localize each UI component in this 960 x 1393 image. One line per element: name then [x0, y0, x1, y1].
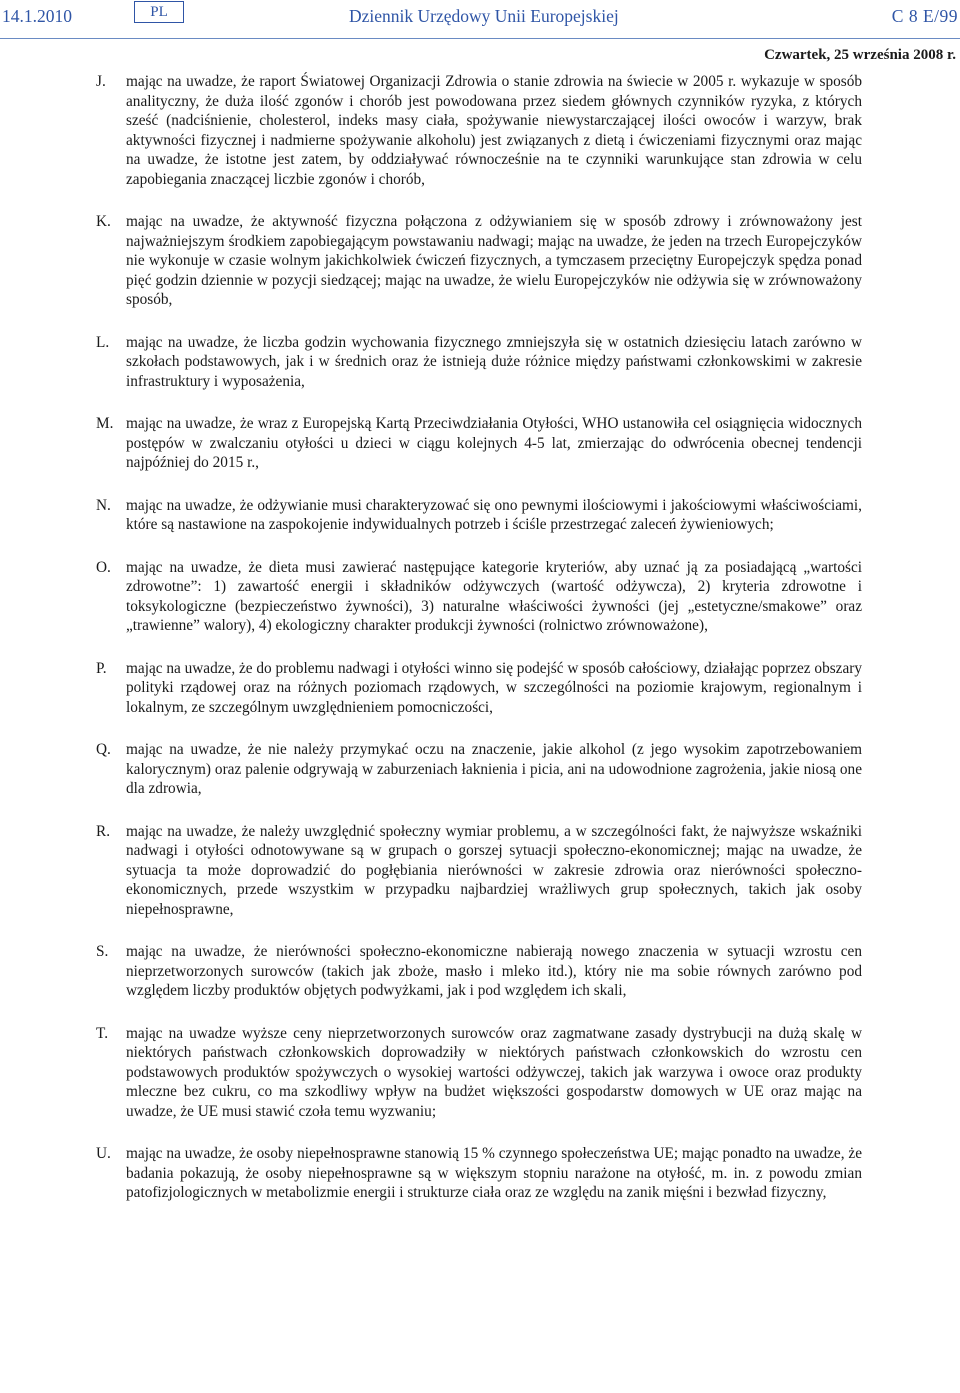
recital-item [0, 822, 960, 920]
journal-header [0, 0, 960, 39]
recital-item [0, 1024, 960, 1122]
recital-text: mając na uwadze, że nierówności społeczno-ekonomiczne nabierają nowego znaczenia w sytuacji wzrostu cen nieprzetworzonych surowców (takich jak zboże, masło i mleko itd.), który nie ma sobie równych zarówno pod względem liczby produktów objętych podwyżkami, jak i pod względem ich skali, [126, 943, 862, 999]
recital-letter: L. [96, 333, 110, 351]
recital-item [0, 414, 960, 473]
recital-text: mając na uwadze, że nie należy przymykać oczu na znaczenie, jakie alkohol (z jego wysokim zapotrzebowaniem kalorycznym) oraz palenie odgrywają w zaburzeniach łaknienia i picia, ani na udowodnione zagrożenia, jakie niosą one dla zdrowia, [126, 741, 862, 797]
recital-text: mając na uwadze, że raport Światowej Organizacji Zdrowia o stanie zdrowia na świecie w 2005 r. wykazuje w sposób analityczny, że duża ilość zgonów i chorób jest powodowana przez siedem głównych czynników ryzyka, z których sześć (nadciśnienie, cholesterol, indeks masy ciała, spożywanie niewystarczającej ilości owoców i warzyw, brak aktywności fizycznej i nadmierne spożywanie alkoholu) jest związanych z dietą i ćwiczeniami fizycznymi oraz mając na uwadze, że istotne jest zatem, by oddziaływać równocześnie na te czynniki warunkujące stan zdrowia w celu zapobiegania znaczącej liczbie zgonów i chorób, [126, 73, 862, 188]
recital-item [0, 740, 960, 799]
recital-item [0, 659, 960, 718]
recital-text: mając na uwadze, że wraz z Europejską Kartą Przeciwdziałania Otyłości, WHO ustanowiła cel osiągnięcia widocznych postępów w zwalczaniu otyłości u dzieci w ciągu kolejnych 4-5 lat, zmierzając do odwrócenia obecnej tendencji najpóźniej do 2015 r., [126, 415, 862, 471]
recital-text: mając na uwadze, że dieta musi zawierać następujące kategorie kryteriów, aby uznać ją za posiadającą „wartości zdrowotne”: 1) zawartość energii i składników odżywczych (wartość odżywcza), 2) kryteria zdrowotne i toksykologiczne (bezpieczeństwo żywności), 3) naturalne właściwości żywności (jej „estetyczne/smakowe” oraz „trawienne” walory), 4) ekologiczny charakter produkcji żywności (rolnictwo zrównoważone), [126, 558, 862, 634]
recital-letter: U. [96, 1145, 111, 1162]
recital-text: mając na uwadze, że do problemu nadwagi i otyłości winno się podejść w sposób całościowy, działając poprzez obszary polityki rządowej oraz na różnych poziomach rządowych, w szczególności na poziomie krajowym, regionalnym i lokalnym, ze szczególnym uwzględnieniem pomocniczości, [126, 659, 862, 716]
recital-item [0, 72, 960, 189]
page-reference: C 8 E/99 [891, 6, 958, 26]
recital-letter: S. [96, 943, 109, 960]
recital-item [0, 212, 960, 310]
recital-letter: R. [96, 822, 111, 840]
recital-text: mając na uwadze, że należy uwzględnić społeczny wymiar problemu, a w szczególności fakt, że najwyższe wskaźniki nadwagi i otyłości odnotowywane są w grupach o gorszej sytuacji społeczno-ekonomicznej; mając na uwadze, że sytuacja ta może doprowadzić do pogłębiania nierówności w zakresie zdrowia oraz nierówności społeczno-ekonomicznych, przede wszystkim w przypadku najbardziej wrażliwych grup społecznych, takich jak osoby niepełnosprawne, [126, 822, 862, 918]
recital-text: mając na uwadze, że aktywność fizyczna połączona z odżywianiem się w sposób zdrowy i zrównoważony jest najważniejszym środkiem zapobiegającym powstawaniu nadwagi; mając na uwadze, że jeden na trzech Europejczyków nie wykonuje w czasie wolnym jakichkolwiek ćwiczeń fizycznych, a tymczasem przeciętny Europejczyk spędza ponad pięć godzin dziennie w pozycji siedzącej; mając na uwadze, że wielu Europejczyków nie odżywia się w zrównoważony sposób, [126, 213, 862, 308]
recital-letter: N. [96, 496, 111, 514]
recital-item [0, 496, 960, 535]
recital-text: mając na uwadze wyższe ceny nieprzetworzonych surowców oraz zagmatwane zasady dystrybucji na dużą skalę w niektórych państwach członkowskich doprowadziły w niektórych państwach członkowskich do wzrostu cen podstawowych produktów spożywczych o wysokiej wartości odżywczej, takich jak warzywa i owoce oraz produkty mleczne bez cukru, co ma szkodliwy wpływ na budżet większości gospodarstw domowych w UE oraz mając na uwadze, że UE musi stawić czoła temu wyzwaniu; [126, 1024, 862, 1120]
recital-letter: K. [96, 213, 111, 230]
publication-date: 14.1.2010 [2, 6, 72, 26]
recital-text: mając na uwadze, że odżywianie musi charakteryzować się ono pewnymi ilościowymi i jakościowymi właściwościami, które są nastawione na zaspokojenie indywidualnych potrzeb i ściśle przestrzegać zaleceń żywieniowych; [126, 496, 862, 533]
recital-item [0, 1144, 960, 1203]
recital-letter: M. [96, 415, 114, 432]
recital-text: mając na uwadze, że liczba godzin wychowania fizycznego zmniejszyła się w ostatnich dziesięciu latach zarówno w szkołach podstawowych, jak i w średnich oraz że istnieją duże różnice między państwami członkowskimi w zakresie infrastruktury i wyposażenia, [126, 333, 862, 390]
recitals-list [0, 72, 960, 1226]
journal-title: Dziennik Urzędowy Unii Europejskiej [349, 6, 619, 26]
recital-letter: J. [96, 73, 106, 90]
recital-letter: O. [96, 558, 111, 576]
recital-item [0, 558, 960, 636]
recital-text: mając na uwadze, że osoby niepełnosprawne stanowią 15 % czynnego społeczeństwa UE; mając ponadto na uwadze, że badania pokazują, że osoby niepełnosprawne są w większym stopniu narażone na otyłość, m. in. z powodu zmian patofizjologicznych w metabolizmie energii i strukturze ciała oraz ze względu na zanik mięśni i bezwład fizyczny, [126, 1145, 862, 1201]
recital-letter: T. [96, 1024, 109, 1042]
language-code-box: PL [134, 1, 184, 23]
recital-letter: Q. [96, 741, 111, 758]
recital-letter: P. [96, 659, 107, 677]
sitting-date: Czwartek, 25 września 2008 r. [764, 47, 956, 63]
recital-item [0, 333, 960, 392]
recital-item [0, 942, 960, 1001]
